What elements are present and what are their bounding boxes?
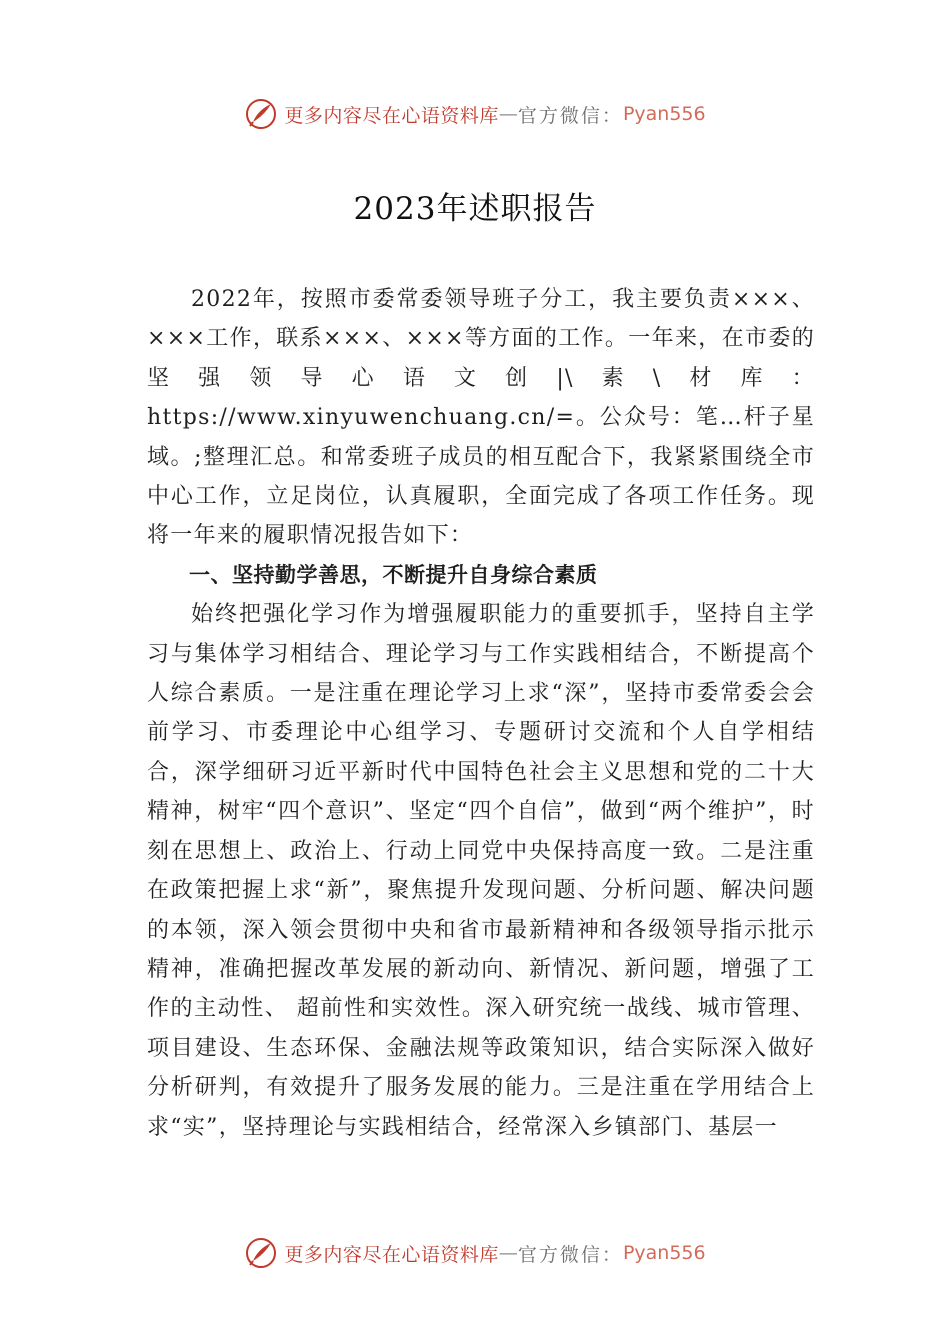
watermark-dash: — [498, 103, 518, 125]
section-paragraph: 始终把强化学习作为增强履职能力的重要抓手，坚持自主学习与集体学习相结合、理论学习与工作实践相结合，不断提高个人综合素质。一是注重在理论学习上求“深”，坚持市委常委会会前学习、市委理论中心组学习、专题研讨交流和个人自学相结合，深学细研习近平新时代中国特色社会主义思想和党的二十大精神，树牢“四个意识”、坚定“四个自信”，做到“两个维护”，时刻在思想上、政治上、行动上同党中央保持高度一致。二是注重在政策把握上求“新”，聚焦提升发现问题、分析问题、解决问题的本领，深入领会贯彻中央和省市最新精神和各级领导指示批示精神，准确把握改革发展的新动向、新情况、新问题，增强了工作的主动性、 超前性和实效性。深入研究统一战线、城市管理、项目建设、生态环保、金融法规等政策知识，结合实际深入做好分析研判，有效提升了服务发展的能力。三是注重在学用结合上求“实”，坚持理论与实践相结合，经常深入乡镇部门、基层一 [147, 602, 815, 1140]
intro-paragraph: 2022年，按照市委常委领导班子分工，我主要负责×××、×××工作，联系×××、×××等方面的工作。一年来，在市委的坚强领导心语文创|\素\材库：https://www.xinyuwenchuang.cn/=。公众号：笔…杆子星域。;整理汇总。和常委班子成员的相互配合下，我紧紧围绕全市中心工作，立足岗位，认真履职，全面完成了各项工作任务。现将一年来的履职情况报告如下： [147, 287, 815, 549]
watermark-banner-top [0, 94, 950, 134]
document-title: 2023年述职报告 [353, 191, 597, 227]
quill-pen-logo-icon [244, 97, 278, 131]
watermark-dash: — [498, 1242, 518, 1264]
watermark-banner-bottom [0, 1233, 950, 1273]
document-body [147, 280, 815, 1147]
section-heading: 一、坚持勤学善思，不断提升自身综合素质 [189, 562, 598, 587]
quill-pen-logo-icon [244, 1236, 278, 1270]
watermark-wechat-id: Pyan556 [622, 1242, 706, 1264]
watermark-wechat-id: Pyan556 [622, 103, 706, 125]
watermark-main-text: 更多内容尽在心语资料库 [284, 1243, 499, 1266]
watermark-main-text: 更多内容尽在心语资料库 [284, 104, 499, 127]
watermark-label: 官方微信： [517, 1243, 623, 1266]
watermark-label: 官方微信： [517, 104, 623, 127]
